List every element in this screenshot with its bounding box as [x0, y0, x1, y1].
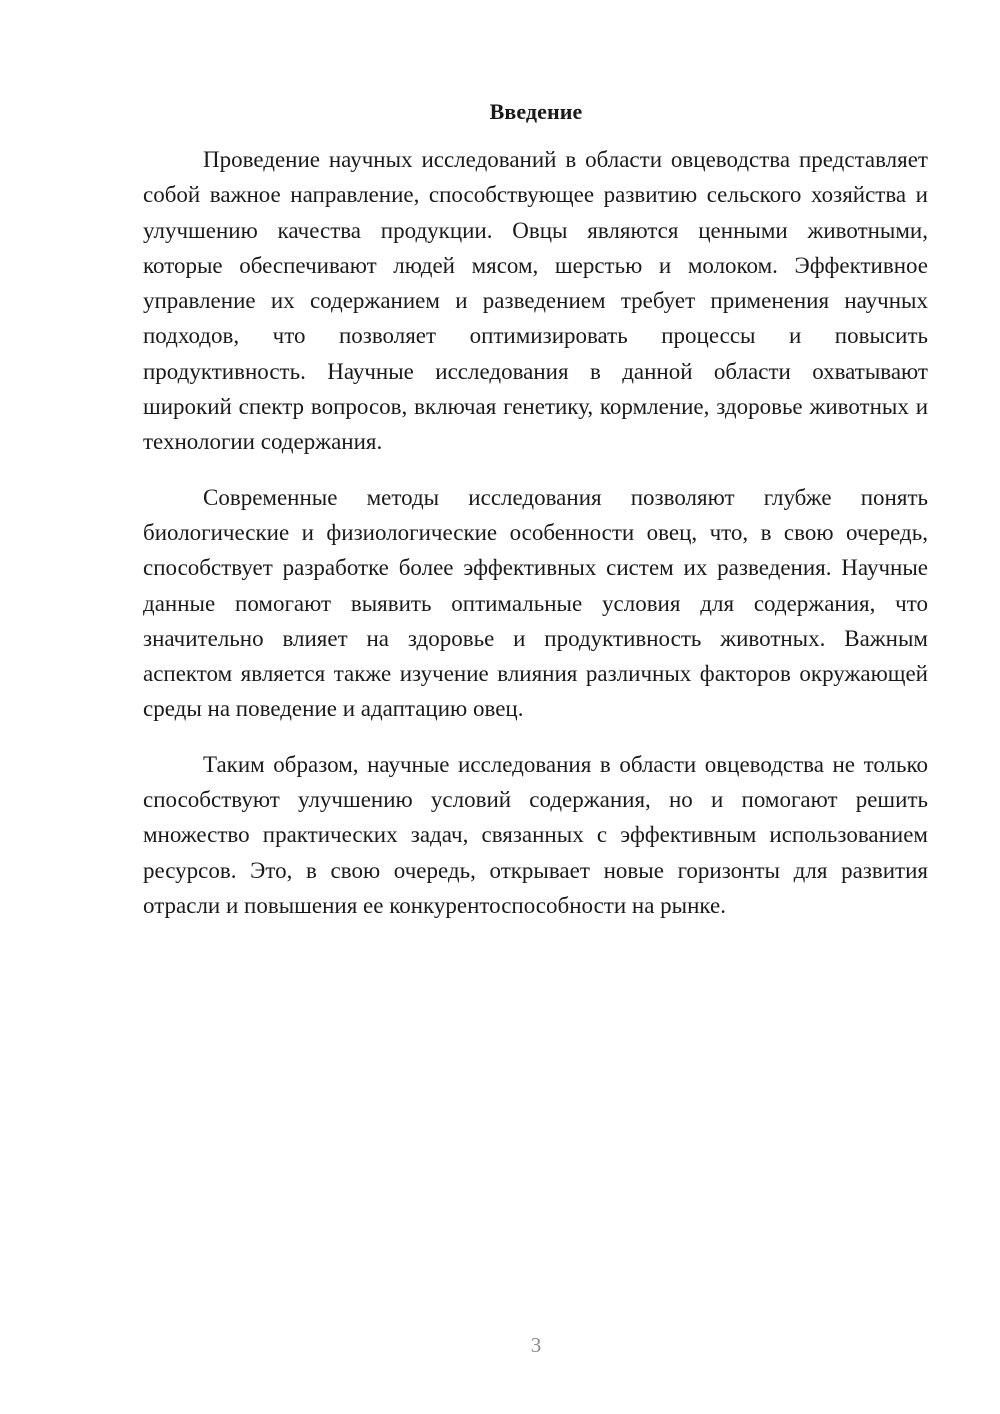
document-body: [143, 142, 928, 923]
section-heading: Введение: [489, 99, 583, 124]
paragraph-2: Современные методы исследования позволяют глубже понять биологические и физиологические особенности овец, что, в свою очередь, способствует разработке более эффективных систем их разведения. Научные данные помогают выявить оптимальные условия для содержания, что значительно влияет на здоровье и продуктивность животных. Важным аспектом является также изучение влияния различных факторов окружающей среды на поведение и адаптацию овец.: [143, 484, 928, 722]
paragraph-1: Проведение научных исследований в области овцеводства представляет собой важное направление, способствующее развитию сельского хозяйства и улучшению качества продукции. Овцы являются ценными животными, которые обеспечивают людей мясом, шерстью и молоком. Эффективное управление их содержанием и разведением требует применения научных подходов, что позволяет оптимизировать процессы и повысить продуктивность. Научные исследования в данной области охватывают широкий спектр вопросов, включая генетику, кормление, здоровье животных и технологии содержания.: [143, 147, 928, 455]
paragraph-3: Таким образом, научные исследования в области овцеводства не только способствуют улучшению условий содержания, но и помогают решить множество практических задач, связанных с эффективным использованием ресурсов. Это, в свою очередь, открывает новые горизонты для развития отрасли и повышения ее конкурентоспособности на рынке.: [143, 751, 928, 918]
page-number: 3: [530, 1333, 542, 1357]
